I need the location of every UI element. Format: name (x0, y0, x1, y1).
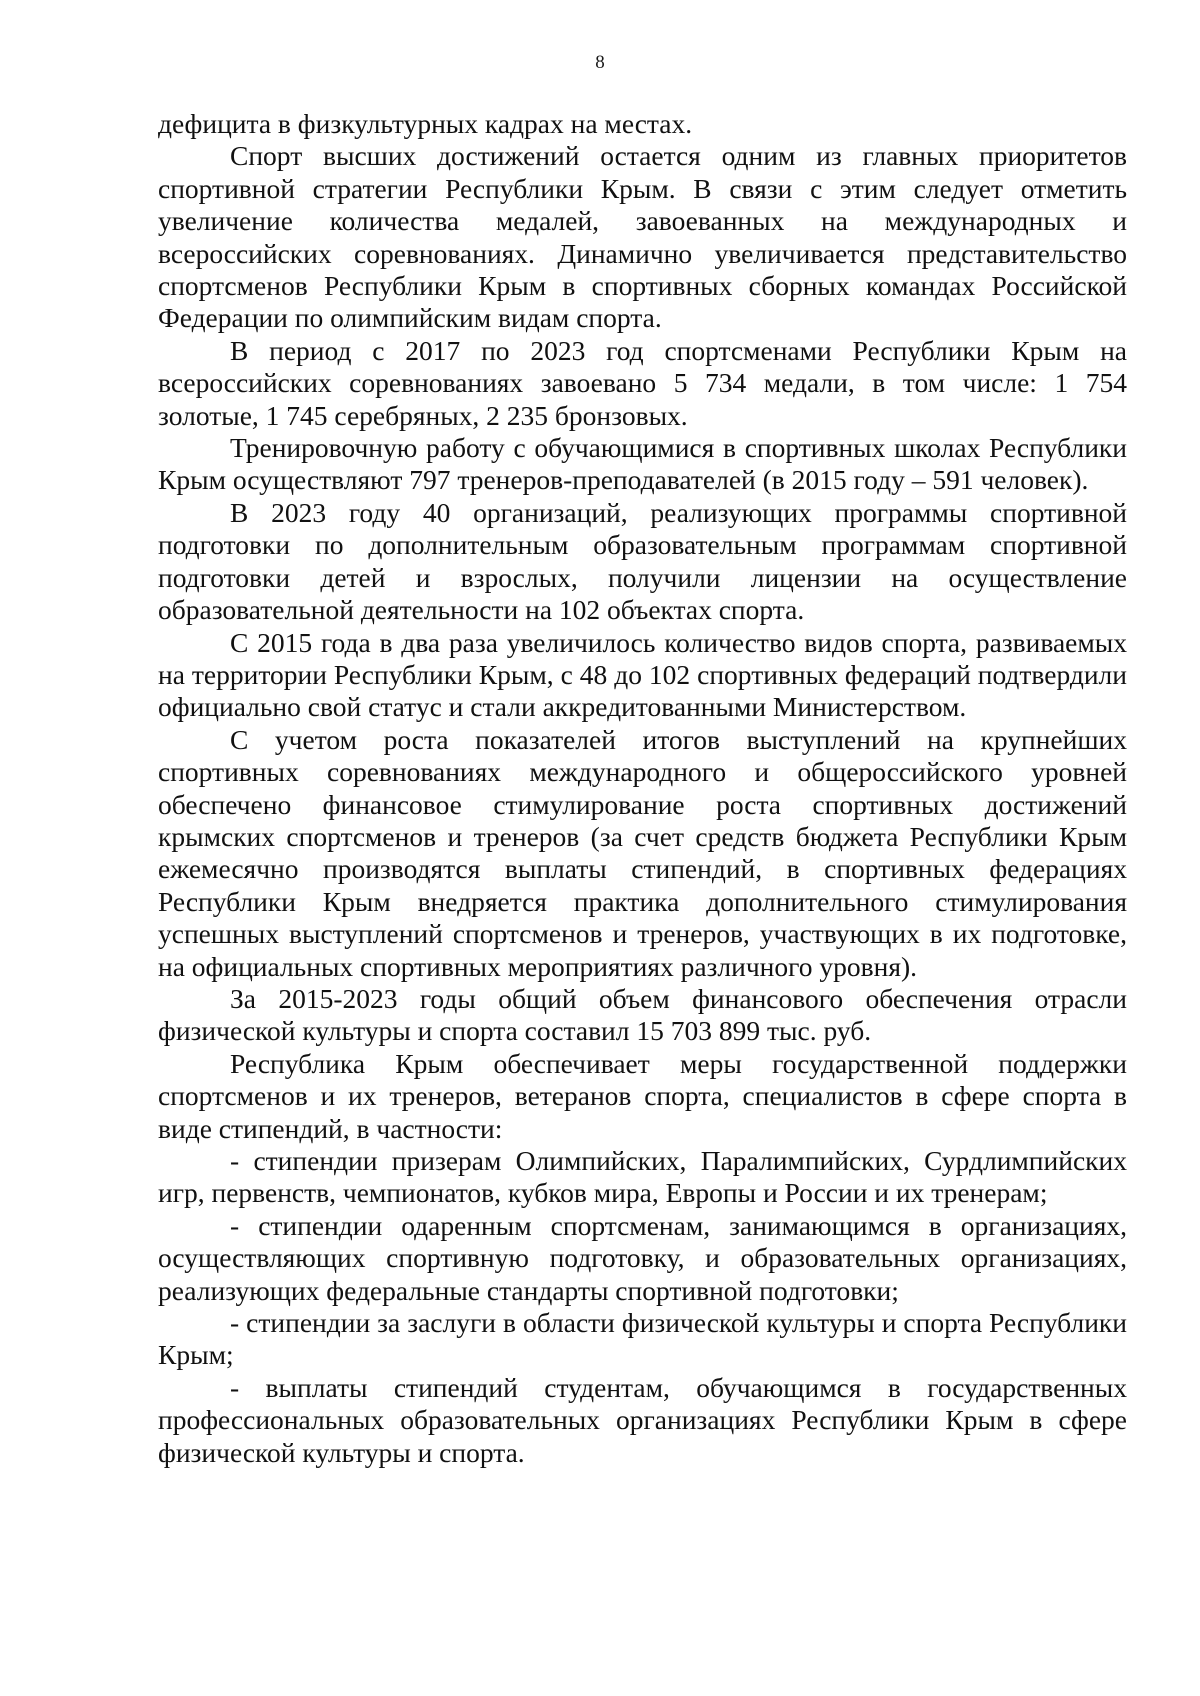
list-item-student-scholarships: - выплаты стипендий студентам, обучающимся в государственных профессиональных образовательных организациях Республики Крым в сфере физической культуры и спорта. (158, 1371, 1127, 1468)
page-number: 8 (595, 52, 605, 73)
list-item-prize-winners: - стипендии призерам Олимпийских, Паралимпийских, Сурдлимпийских игр, первенств, чемпионатов, кубков мира, Европы и России и их тренерам; (158, 1145, 1127, 1209)
paragraph-organizations: В 2023 году 40 организаций, реализующих программы спортивной подготовки по дополнительным образовательным программам спортивной подготовки детей и взрослых, получили лицензии на осуществление образовательной деятельности на 102 объектах спорта. (158, 496, 1127, 626)
paragraph-funding-volume: За 2015-2023 годы общий объем финансового обеспечения отрасли физической культуры и спорта составил 15 703 899 тыс. руб. (158, 982, 1127, 1047)
paragraph-sports-federations: С 2015 года в два раза увеличилось количество видов спорта, развиваемых на территории Республики Крым, с 48 до 102 спортивных федераций подтвердили официально свой статус и стали аккредитованными Министерством. (158, 626, 1127, 723)
document-body (158, 108, 1127, 1469)
paragraph-medals: В период с 2017 по 2023 год спортсменами Республики Крым на всероссийских соревнованиях завоевано 5 734 медали, в том числе: 1 754 золотые, 1 745 серебряных, 2 235 бронзовых. (158, 334, 1127, 431)
paragraph-state-support: Республика Крым обеспечивает меры государственной поддержки спортсменов и их тренеров, ветеранов спорта, специалистов в сфере спорта в виде стипендий, в частности: (158, 1047, 1127, 1144)
paragraph-continuation: дефицита в физкультурных кадрах на местах. (158, 108, 693, 139)
paragraph-high-performance-sport: Спорт высших достижений остается одним из главных приоритетов спортивной стратегии Республики Крым. В связи с этим следует отметить увеличение количества медалей, завоеванных на международных и всероссийских соревнованиях. Динамично увеличивается представительство спортсменов Республики Крым в спортивных сборных командах Российской Федерации по олимпийским видам спорта. (158, 140, 1127, 334)
paragraph-coaches: Тренировочную работу с обучающимися в спортивных школах Республики Крым осуществляют 797 тренеров-преподавателей (в 2015 году – 591 человек). (158, 432, 1127, 496)
list-item-gifted-athletes: - стипендии одаренным спортсменам, занимающимся в организациях, осуществляющих спортивную подготовку, и образовательных организациях, реализующих федеральные стандарты спортивной подготовки; (158, 1209, 1127, 1306)
list-item-merit-scholarships: - стипендии за заслуги в области физической культуры и спорта Республики Крым; (158, 1307, 1127, 1371)
paragraph-financial-stimulation: С учетом роста показателей итогов выступлений на крупнейших спортивных соревнованиях международного и общероссийского уровней обеспечено финансовое стимулирование роста спортивных достижений крымских спортсменов и тренеров (за счет средств бюджета Республики Крым ежемесячно производятся выплаты стипендий, в спортивных федерациях Республики Крым внедряется практика дополнительного стимулирования успешных выступлений спортсменов и тренеров, участвующих в их подготовке, на официальных спортивных мероприятиях различного уровня). (158, 723, 1127, 982)
